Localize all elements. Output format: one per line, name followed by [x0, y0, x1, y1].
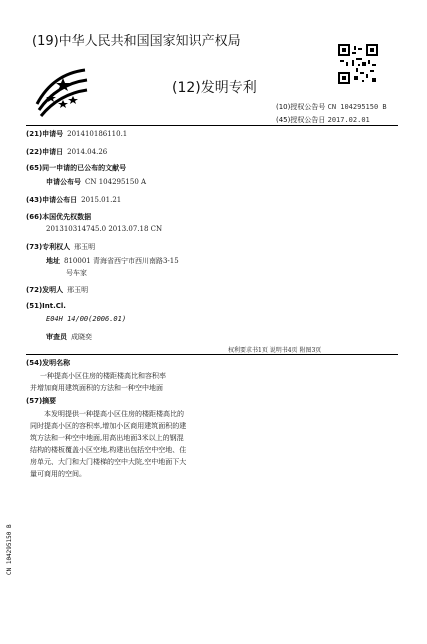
app-no-field [26, 129, 127, 139]
header-rule [26, 125, 398, 126]
abstract-text: 本发明提供一种提高小区住房的楼距楼高比的同时提高小区的容积率,增加小区商用建筑面积的建筑方法和一种空中地面,用高出地面3米以上的钢混结构的楼板覆盖小区空地,构建出包括空中空地、住房单元、大门和大门楼梯的空中大院,空中地面下大量可商用的空间。 [30, 410, 187, 478]
app-pub-no-value: CN 104295150 A [85, 178, 147, 186]
grant-pub-no [276, 102, 387, 112]
grant-date-value: 2017.02.01 [327, 116, 370, 124]
examiner-value: 成晓奕 [71, 333, 92, 341]
title-label [26, 358, 70, 368]
title-line-1: 一种提高小区住房的楼距楼高比和容积率 [40, 372, 166, 380]
patentee-value: 邢玉明 [74, 243, 96, 251]
priority-value: 201310314745.0 2013.07.18 CN [46, 225, 163, 233]
app-pub-date-field [26, 195, 121, 205]
grant-pub-no-label: (10)授权公告号 [276, 103, 326, 111]
office-name: (19)中华人民共和国国家知识产权局 [32, 34, 241, 49]
app-pub-no-label: 申请公布号 [46, 178, 81, 186]
prior-pub-field [26, 163, 126, 173]
examiner-field [46, 332, 92, 342]
page-counts: 权利要求书1页 说明书4页 附图3页 [228, 347, 322, 354]
address-line2: 号车家 [66, 269, 87, 277]
filing-date-label: (22)申请日 [26, 148, 64, 156]
title-line-2: 并增加商用建筑面积的方法和一种空中地面 [30, 384, 163, 392]
app-pub-date-label: (43)申请公布日 [26, 196, 78, 204]
int-cl-field [26, 302, 66, 310]
examiner-label: 审查员 [46, 333, 67, 341]
abstract-label-text: (57)摘要 [26, 397, 57, 405]
app-no-label: (21)申请号 [26, 130, 64, 138]
address-line1: 810001 青海省西宁市西川南路3-15 [64, 257, 179, 265]
prior-pub-label: (65)同一申请的已公布的文献号 [26, 164, 127, 172]
inventor-field [26, 285, 88, 295]
grant-date-label: (45)授权公告日 [276, 116, 326, 124]
abstract-label [26, 396, 56, 406]
priority-field [26, 212, 91, 222]
int-cl-label: (51)Int.Cl. [26, 302, 66, 310]
grant-date [276, 115, 370, 125]
grant-pub-no-value: CN 104295150 B [327, 103, 387, 111]
inventor-label: (72)发明人 [26, 286, 64, 294]
cnipa-emblem-icon [33, 64, 93, 122]
section-rule [26, 354, 398, 355]
filing-date-value: 2014.04.26 [67, 148, 108, 156]
filing-date-field [26, 147, 107, 157]
app-no-value: 201410186110.1 [67, 130, 128, 138]
title-label-text: (54)发明名称 [26, 359, 71, 367]
patentee-field [26, 242, 95, 252]
app-pub-no-field [46, 177, 146, 187]
address-label: 地址 [46, 257, 60, 265]
priority-label: (66)本国优先权数据 [26, 213, 92, 221]
vertical-doc-id: CN 104295150 B [6, 524, 13, 575]
app-pub-date-value: 2015.01.21 [81, 196, 122, 204]
int-cl-value: E04H 14/00(2006.01) [46, 315, 127, 323]
document-type: (12)发明专利 [172, 80, 257, 96]
qr-code-icon [338, 44, 378, 84]
inventor-value: 邢玉明 [67, 286, 89, 294]
patentee-label: (73)专利权人 [26, 243, 71, 251]
address-field [46, 256, 179, 266]
